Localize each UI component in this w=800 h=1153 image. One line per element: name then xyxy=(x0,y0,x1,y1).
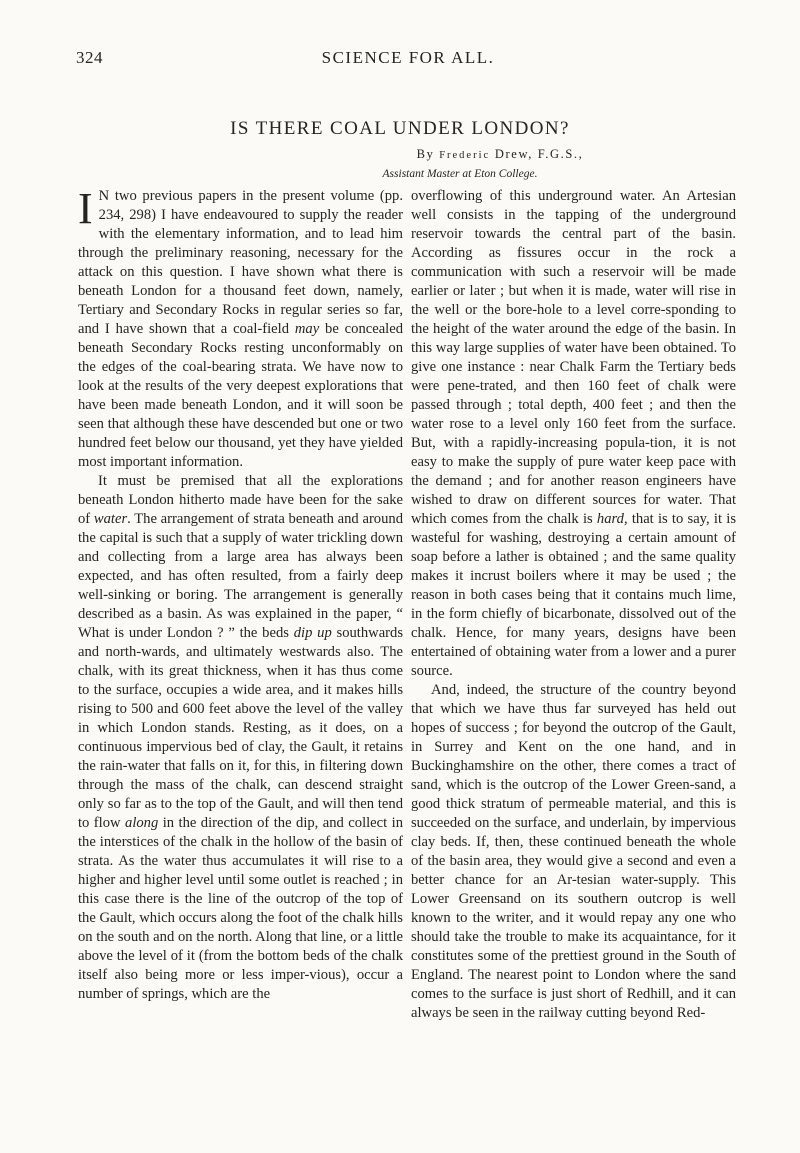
left-column xyxy=(78,184,404,1004)
byline xyxy=(260,147,740,162)
right-column xyxy=(411,187,736,1023)
article-title: IS THERE COAL UNDER LONDON? xyxy=(230,118,570,139)
text-run: N two previous papers in the present volume (pp. 234, 298) I have endeavoured to supply the reader with the elementary information, and to lead him through the preliminary reasoning, necessary for the attack on this question. I have shown what there is beneath London for a thousand feet down, namely, Tertiary and Secondary Rocks in regular series so far, and I have shown that a coal-field xyxy=(78,188,403,337)
running-title: SCIENCE FOR ALL. xyxy=(321,48,495,67)
page-number: 324 xyxy=(76,48,103,67)
italic-run: water xyxy=(93,511,128,527)
paragraph-3 xyxy=(411,187,736,681)
text-run: . The arrangement of strata beneath and around the capital is such that a supply of water trickling down and collecting from a large area has always been expected, and has often resulted, from a fairly deep well-sinking or boring. The arrangement is generally described as a basin. As was explained in the paper, “ What is under London ? ” the beds xyxy=(78,511,403,641)
italic-run: may xyxy=(294,321,320,337)
italic-run: dip up xyxy=(293,625,332,641)
text-run: , that is to say, it is wasteful for washing, destroying a certain amount of soap before a lather is obtained ; and the same quality makes it incrust boilers where it may be used ; the reason in both cases being that it contains much lime, in the form chiefly of bicarbonate, dissolved out of the chalk. Hence, for many years, designs have been entertained of obtaining water from a lower and a purer source. xyxy=(411,511,736,679)
italic-run: along xyxy=(125,815,159,831)
paragraph-1 xyxy=(78,184,404,472)
text-run: in the direction of the dip, and collect in the interstices of the chalk in the hollow of the basin of strata. As the water thus accumulates it will rise to a higher and higher level until some outlet is reached ; in this case there is the line of the outcrop of the top of the Gault, which occurs along the foot of the chalk hills on the south and on the north. Along that line, or a little above the level of it (from the bottom beds of the chalk itself also being more or less imper-vious), occur a number of springs, which are the xyxy=(78,815,403,1002)
paragraph-2 xyxy=(78,472,403,1004)
author-surname: Drew, F.G.S., xyxy=(494,147,584,161)
drop-cap: I xyxy=(78,184,93,233)
paragraph-4: And, indeed, the structure of the country beyond that which we have thus far surveyed has held out hopes of success ; for beyond the outcrop of the Gault, in Surrey and Kent on the one hand, and in Buckinghamshire on the other, there comes a tract of sand, which is the outcrop of the Lower Green-sand, a good thick stratum of permeable material, and this is succeeded on the surface, and underlain, by impervious clay beds. If, then, these continued beneath the whole of the basin area, they would give a second and even a better chance for an Ar-tesian water-supply. This Lower Greensand on its southern outcrop is well known to the writer, and it would repay any one who should take the trouble to make its acquaintance, for it constitutes some of the prettiest ground in the South of England. The nearest point to London where the sand comes to the surface is just short of Redhill, and it can always be seen in the railway cutting beyond Red- xyxy=(411,682,736,1021)
text-run: be concealed beneath Secondary Rocks resting unconformably on the edges of the coal-bearing strata. We have now to look at the results of the very deepest explorations that have been made beneath London, and it will soon be seen that although these have descended but one or two hundred feet below our thousand, yet they have yielded most important information. xyxy=(78,321,404,470)
author-first-name: Frederic xyxy=(439,150,491,161)
italic-run: hard xyxy=(596,511,624,527)
text-run: It must be premised that all the explorations beneath London hitherto made have been for the sake of xyxy=(78,473,403,527)
text-run: overflowing of this underground water. An Artesian well consists in the tapping of the underground reservoir towards the central part of the basin. According as fissures occur in the rock a communication with such a reservoir will be made earlier or later ; but when it is made, water will rise in the well or the bore-hole to a level corre-sponding to the height of the water around the edge of the basin. In this way large supplies of water have been obtained. To give one instance : near Chalk Farm the Tertiary beds were pene-trated, and then 160 feet of chalk were passed through ; total depth, 400 feet ; and then the water rose to a level only 160 feet from the surface. But, with a rapidly-increasing popula-tion, it is not easy to make the supply of pure water keep pace with the demand ; and for another reason engineers have wished to draw on different sources for water. That which comes from the chalk is xyxy=(411,188,736,527)
byline-by: By xyxy=(416,147,435,161)
author-affiliation: Assistant Master at Eton College. xyxy=(382,168,538,180)
text-run: southwards and north-wards, and ultimately westwards also. The chalk, with its great thickness, when it has thus come to the surface, occupies a wide area, and it makes hills rising to 500 and 600 feet above the level of the valley in which London stands. Resting, as it does, on a continuous impervious bed of clay, the Gault, it retains the rain-water that falls on it, for this, in filtering down through the mass of the chalk, can descend straight only so far as to the top of the Gault, and will then tend to flow xyxy=(78,625,404,831)
